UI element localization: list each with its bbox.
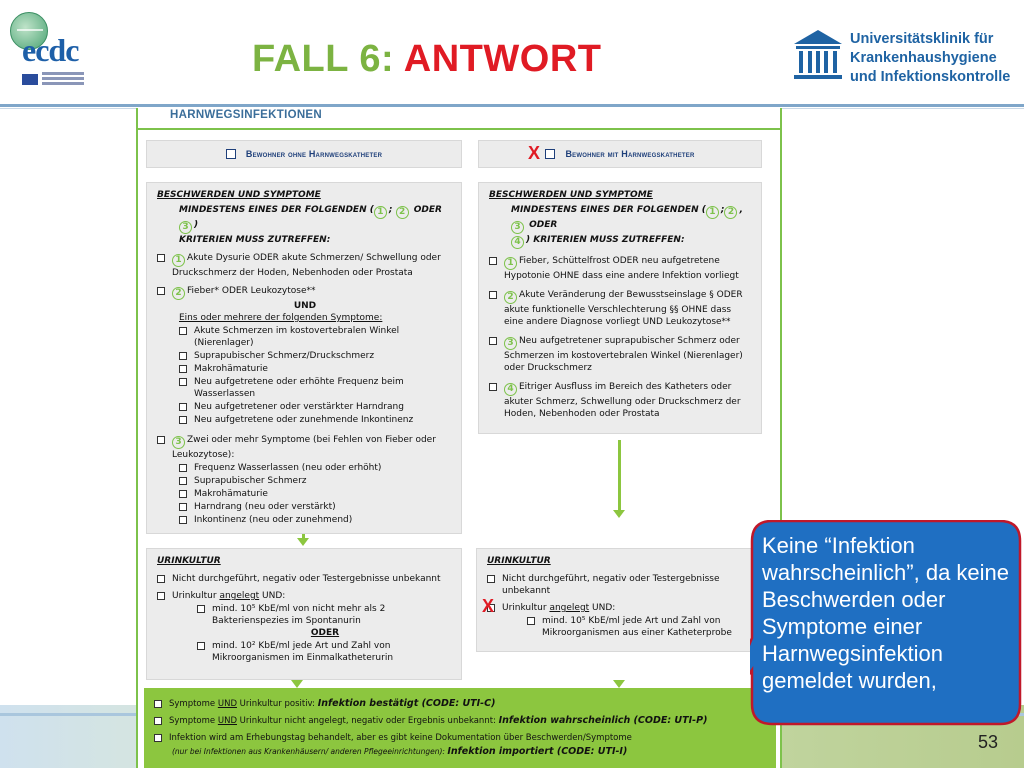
checkbox[interactable] (489, 257, 497, 265)
urine-left-sub-2[interactable]: mind. 10² KbE/ml jede Art und Zahl von Mikroorganismen im Einmalkatheterurin (197, 640, 453, 664)
right-symptoms-panel (478, 182, 762, 434)
left-sub-item[interactable]: Neu aufgetretene oder zunehmende Inkontinenz (179, 414, 453, 426)
left-symptoms-heading: BESCHWERDEN UND SYMPTOME (157, 190, 321, 200)
right-symptoms-heading: BESCHWERDEN UND SYMPTOME (489, 190, 653, 200)
result-confirmed[interactable]: Symptome UND Urinkultur positiv: Infektion bestätigt (CODE: UTI-C) (154, 698, 766, 710)
checkbox[interactable] (545, 149, 555, 159)
slide-title (252, 38, 601, 81)
right-item-1[interactable]: 1 Fieber, Schüttelfrost ODER neu aufgetretene Hypotonie OHNE dass eine andere Infektion vorliegt (489, 255, 753, 282)
urine-left-sub-1[interactable]: mind. 10⁵ KbE/ml von nicht mehr als 2 Bakterienspezies im Spontanurin (197, 603, 453, 627)
left-item-3[interactable]: 3 Zwei oder mehr Symptome (bei Fehlen von Fieber oder Leukozytose): (157, 434, 453, 461)
urine-left-option-2[interactable]: Urinkultur angelegt UND: (157, 590, 453, 602)
header-without-catheter (146, 140, 462, 168)
eu-flag-icon (22, 74, 38, 85)
arrow-head-icon (613, 510, 625, 518)
left-sub-item-2[interactable]: Suprapubischer Schmerz (179, 475, 453, 487)
form-section-title: HARNWEGSINFEKTIONEN (170, 109, 323, 121)
arrow-head-icon (291, 680, 303, 688)
urine-culture-left (146, 548, 462, 680)
university-line-1: Universitätsklinik für (850, 31, 994, 47)
red-x-mark: X (482, 596, 495, 616)
checkbox[interactable] (157, 287, 165, 295)
left-sub-item[interactable]: Suprapubischer Schmerz/Druckschmerz (179, 350, 453, 362)
arrow-head-icon (297, 538, 309, 546)
ecdc-subtitle-lines (42, 72, 84, 88)
left-item-1[interactable]: 1 Akute Dysurie ODER akute Schmerzen/ Schwellung oder Druckschmerz der Hoden, Nebenhoden oder Prostata (157, 252, 453, 279)
university-line-2: Krankenhaushygiene (850, 50, 997, 66)
right-criteria-line: MINDESTENS EINES DER FOLGENDEN ( 1 ; 2 , 3 ODER (511, 205, 743, 232)
checkbox[interactable] (157, 436, 165, 444)
urine-culture-right (476, 548, 762, 652)
left-criteria-line: MINDESTENS EINES DER FOLGENDEN ( 1 ; 2 ODER 3 ) (179, 205, 442, 232)
left-sub-item-2[interactable]: Harndrang (neu oder verstärkt) (179, 501, 453, 513)
form-top-border (136, 128, 782, 130)
right-criteria-line-2: 4 ) KRITERIEN MUSS ZUTREFFEN: (489, 234, 753, 249)
left-sub-item[interactable]: Neu aufgetretene oder erhöhte Frequenz beim Wasserlassen (179, 376, 453, 400)
header-without-catheter-label: Bewohner ohne Harnwegskatheter (245, 149, 383, 159)
building-icon (792, 28, 844, 82)
left-sub-item-2[interactable]: Inkontinenz (neu oder zunehmend) (179, 514, 453, 526)
checkbox[interactable] (489, 383, 497, 391)
result-imported[interactable]: Infektion wird am Erhebungstag behandelt, aber es gibt keine Dokumentation über Beschwerden/Symptome (154, 732, 766, 744)
urine-left-heading: URINKULTUR (157, 556, 221, 566)
left-criteria-line-2: KRITERIEN MUSS ZUTREFFEN: (179, 235, 331, 245)
left-item-2[interactable]: 2 Fieber* ODER Leukozytose** (157, 285, 453, 300)
ecdc-logo-text: ecdc (22, 32, 79, 68)
header-with-catheter-label: Bewohner mit Harnwegskatheter (565, 149, 695, 159)
university-name (850, 30, 1010, 87)
slide-header (0, 0, 1024, 106)
left-symptoms-panel (146, 182, 462, 534)
urine-right-heading: URINKULTUR (487, 556, 551, 566)
right-item-4[interactable]: 4 Eitriger Ausfluss im Bereich des Katheters oder akuter Schmerz, Schwellung oder Druckschmerz der Hoden, Nebenhoden oder Prostata (489, 381, 753, 420)
eins-heading: Eins oder mehrere der folgenden Symptome: (179, 313, 383, 323)
flow-arrow-right (618, 440, 621, 512)
callout-bubble (750, 520, 1022, 726)
result-probable[interactable]: Symptome UND Urinkultur nicht angelegt, negativ oder Ergebnis unbekannt: Infektion wahrscheinlich (CODE: UTI-P) (154, 715, 766, 727)
red-x-mark: X (528, 143, 541, 163)
page-number: 53 (978, 732, 999, 752)
result-imported-note: (nur bei Infektionen aus Krankenhäusern/ anderen Pflegeeinrichtungen): Infektion importiert (CODE: UTI-I) (172, 746, 628, 757)
left-sub-item-2[interactable]: Frequenz Wasserlassen (neu oder erhöht) (179, 462, 453, 474)
checkbox[interactable] (489, 291, 497, 299)
und-label: UND (293, 301, 317, 311)
university-logo (792, 28, 1022, 86)
results-panel (144, 688, 776, 768)
oder-label: ODER (310, 628, 340, 638)
left-sub-item[interactable]: Akute Schmerzen im kostovertebralen Winkel (Nierenlager) (179, 325, 453, 349)
title-part-1: FALL 6: (252, 38, 404, 80)
checkbox[interactable] (489, 337, 497, 345)
header-with-catheter (478, 140, 762, 168)
ecdc-logo (8, 10, 90, 88)
left-sub-item[interactable]: Neu aufgetretener oder verstärkter Harndrang (179, 401, 453, 413)
left-sub-item-2[interactable]: Makrohämaturie (179, 488, 453, 500)
checkbox[interactable] (226, 149, 236, 159)
urine-right-sub-1[interactable]: mind. 10⁵ KbE/ml jede Art und Zahl von Mikroorganismen aus einer Katheterprobe (527, 615, 753, 639)
urine-right-option-2[interactable]: Urinkultur angelegt UND: (487, 602, 753, 614)
title-part-2: ANTWORT (403, 38, 602, 80)
right-item-3[interactable]: 3 Neu aufgetretener suprapubischer Schmerz oder Schmerzen im kostovertebralen Winkel (Nierenlager) oder Druckschmerz (489, 335, 753, 374)
header-divider (0, 104, 1024, 107)
urine-right-option-1[interactable]: Nicht durchgeführt, negativ oder Testergebnisse unbekannt (487, 573, 753, 597)
urine-left-option-1[interactable]: Nicht durchgeführt, negativ oder Testergebnisse unbekannt (157, 573, 453, 585)
arrow-head-icon (613, 680, 625, 688)
left-sub-item[interactable]: Makrohämaturie (179, 363, 453, 375)
right-item-2[interactable]: 2 Akute Veränderung der Bewusstseinslage § ODER akute funktionelle Verschlechterung §§ OHNE dass eine andere Diagnose vorliegt UND Leukozytose** (489, 289, 753, 328)
university-line-3: und Infektionskontrolle (850, 69, 1011, 85)
checkbox[interactable] (157, 254, 165, 262)
callout-text: Keine “Infektion wahrscheinlich”, da keine Beschwerden oder Symptome einer Harnwegsinfektion gemeldet wurden, (762, 533, 1010, 693)
